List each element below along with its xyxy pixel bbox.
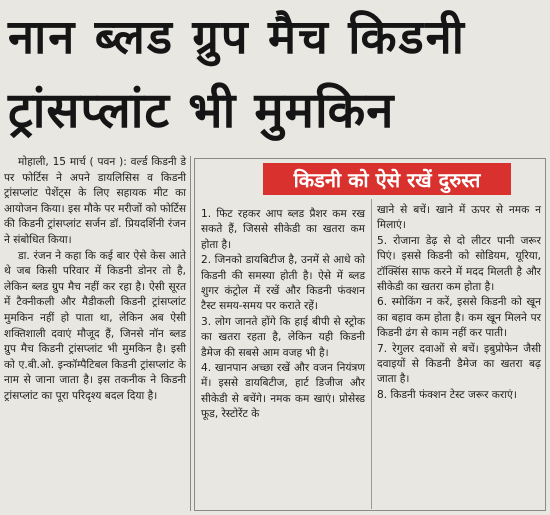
article-paragraph: डा. रंजन ने कहा कि कई बार ऐसे केस आते थे जब किसी परिवार में किडनी डोनर तो है, लेकिन ब्लड ग्रुप मैच नहीं कर रहा है। ऐसी सूरत में टैक्नीकली और मैडीकली किडनी ट्रांसप्लांट मुमकिन नहीं हो पाता था, लेकिन अब ऐसी शक्तिशाली दवाएं मौजूद हैं, जिनसे नॉन ब्लड ग्रुप मैच किडनी ट्रांसप्लांट भी मुमकिन है। इसी को ए.बी.ओ. इन्कॉम्पैटिबल किडनी ट्रांसप्लांट के नाम से जाना जाता है। इस तकनीक ने किडनी ट्रांसप्लांट का पूरा परिदृश्य बदल दिया है। bbox=[4, 249, 186, 402]
tips-box-title: किडनी को ऐसे रखें दुरुस्त bbox=[263, 163, 511, 195]
headline-line-1: नान ब्लड ग्रुप मैच किडनी bbox=[8, 10, 466, 65]
tips-box-divider bbox=[371, 199, 372, 509]
tips-column-left bbox=[201, 207, 365, 423]
tips-column-right bbox=[377, 203, 541, 403]
tip-item: 7. रेगुलर दवाओं से बचें। इबुप्रोफेन जैसी दवाइयों से किडनी डैमेज का खतरा बढ़ जाता है। bbox=[377, 342, 541, 386]
tip-item: 5. रोजाना डेढ़ से दो लीटर पानी जरूर पिएं। इससे किडनी को सोडियम, यूरिया, टॉक्सिंस साफ करने में मदद मिलती है और सीकेडी का खतरा कम होता है। bbox=[377, 234, 541, 294]
column-divider bbox=[190, 156, 191, 511]
article-body bbox=[4, 155, 186, 405]
headline-line-2: ट्रांसप्लांट भी मुमकिन bbox=[8, 82, 395, 139]
tip-item: 4. खानपान अच्छा रखें और वजन नियंत्रण में। इससे डायबिटीज, हार्ट डिजीज और सीकेडी से बचेंगे। नमक कम खाएं। प्रोसेस्ड फूड, रेस्टोरेंट के bbox=[201, 362, 365, 421]
tip-item: 3. लोग जानते होंगे कि हाई बीपी से स्ट्रोक का खतरा रहता है, लेकिन यही किडनी डैमेज की सबसे आम वजह भी है। bbox=[201, 315, 365, 359]
tip-item: खाने से बचें। खाने में ऊपर से नमक न मिलाएं। bbox=[377, 204, 541, 232]
tip-item: 2. जिनको डायबिटीज है, उनमें से आधे को किडनी की समस्या होती है। ऐसे में ब्लड शुगर कंट्रोल में रखें और किडनी फंक्शन टैस्ट समय-समय पर कराते रहें। bbox=[201, 254, 365, 313]
article-paragraph: मोहाली, 15 मार्च ( पवन ): वर्ल्ड किडनी डे पर फोर्टिस ने अपने डायलिसिस व किडनी ट्रांसप्लांट पेशेंट्स के लिए सहायक मीट का आयोजन किया। इस मौके पर मरीजों को फोर्टिस की किडनी ट्रांसप्लांट सर्जन डॉ. प्रियदर्शिनी रंजन ने संबोधित किया। bbox=[4, 156, 186, 246]
tip-item: 1. फिट रहकर आप ब्लड प्रैशर कम रख सकते हैं, जिससे सीकेडी का खतरा कम होता है। bbox=[201, 208, 365, 251]
tips-box bbox=[194, 158, 546, 511]
tip-item: 8. किडनी फंक्शन टेस्ट जरूर कराएं। bbox=[377, 388, 517, 401]
tip-item: 6. स्मोकिंग न करें, इससे किडनी को खून का बहाव कम होता है। कम खून मिलने पर किडनी ढंग से काम नहीं कर पाती। bbox=[377, 296, 541, 340]
